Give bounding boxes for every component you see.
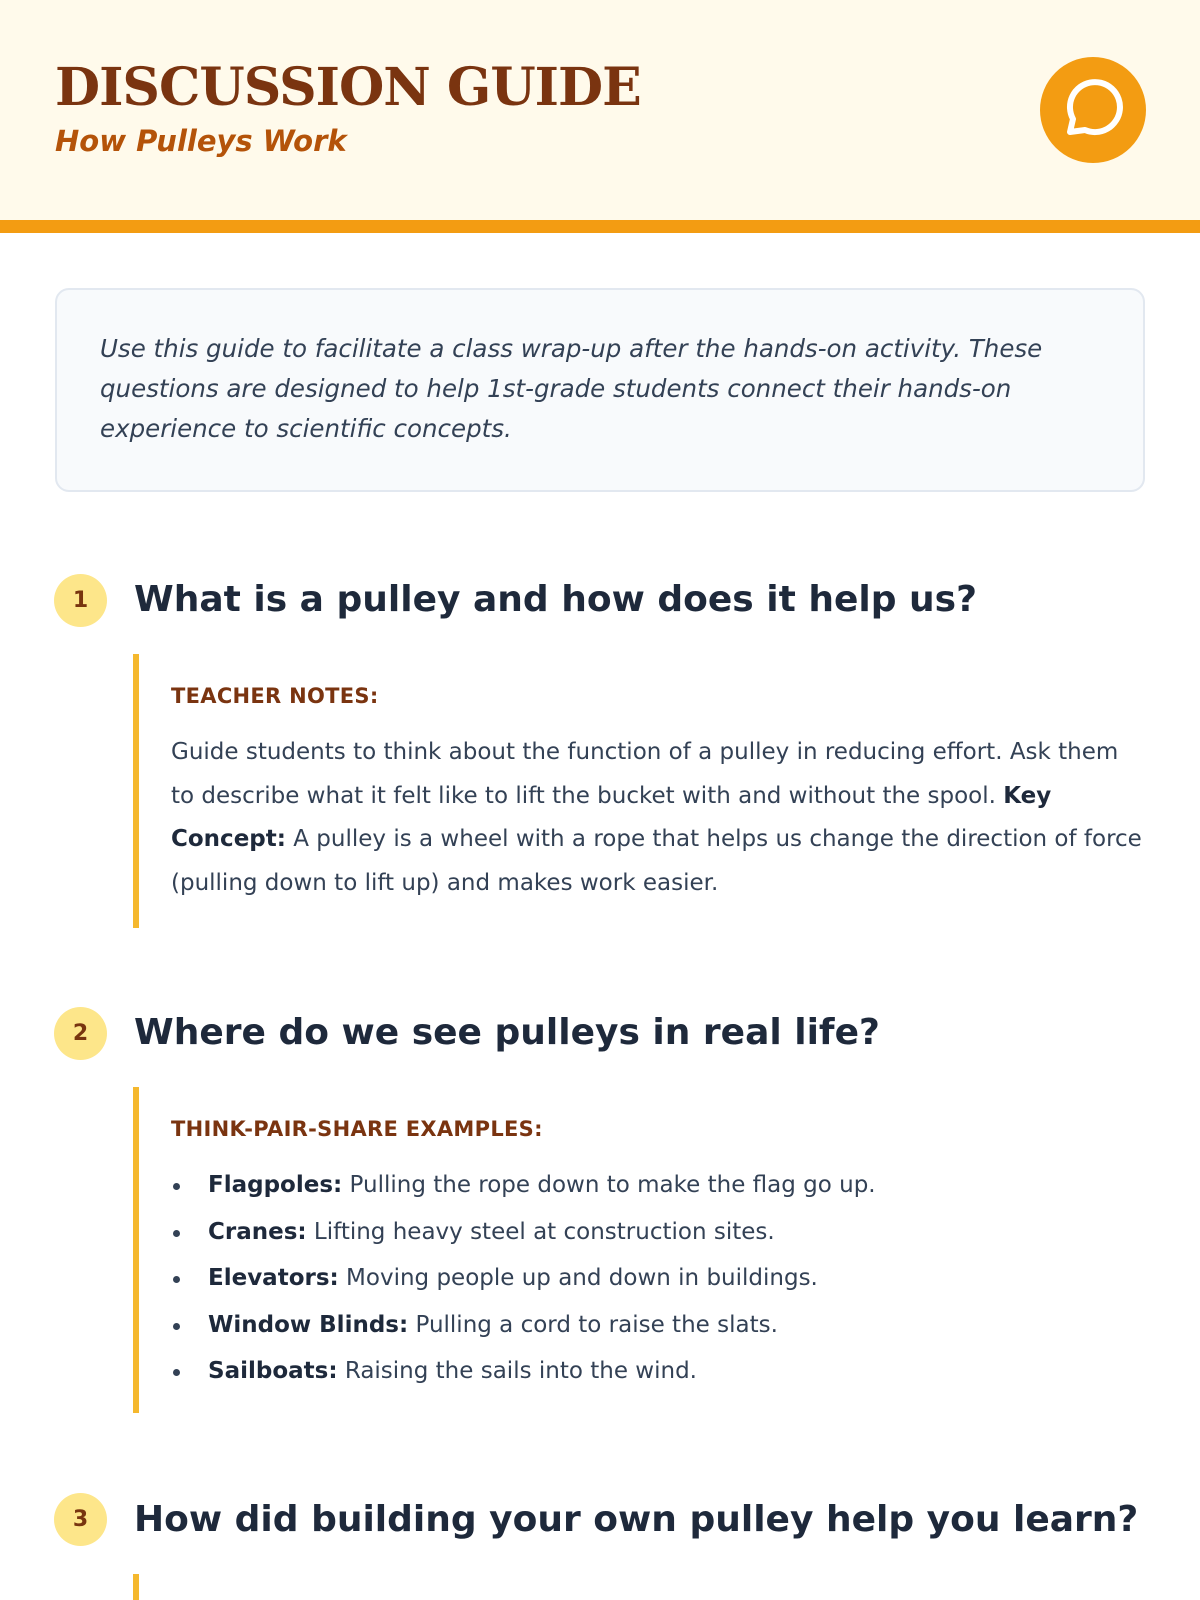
question-title: What is a pulley and how does it help us? xyxy=(134,579,977,620)
page-subtitle: How Pulleys Work xyxy=(55,124,347,158)
teacher-notes xyxy=(133,654,1145,928)
question-title: Where do we see pulleys in real life? xyxy=(134,1012,880,1053)
notes-label: THINK-PAIR-SHARE EXAMPLES: xyxy=(171,1117,543,1141)
notes-text xyxy=(171,731,1145,905)
key-concept-label: Key Concept: xyxy=(171,782,1052,852)
list-item xyxy=(171,1209,1145,1256)
page-title: DISCUSSION GUIDE xyxy=(55,57,641,118)
intro-text: Use this guide to facilitate a class wrap-up after the hands-on activity. These questions are designed to help 1st-grade students connect their hands-on experience to scientific concepts. xyxy=(100,334,1043,443)
key-concept-text: A pulley is a wheel with a rope that helps us change the direction of force (pulling down to lift up) and makes work easier. xyxy=(171,826,1142,896)
list-item xyxy=(171,1348,1145,1395)
example-text: Pulling the rope down to make the flag go up. xyxy=(349,1172,876,1198)
example-text: Pulling a cord to raise the slats. xyxy=(415,1311,778,1338)
example-term: Flagpoles: xyxy=(208,1172,343,1198)
speech-bubble-icon xyxy=(1040,57,1146,163)
example-term: Elevators: xyxy=(208,1265,339,1291)
question-number-badge: 3 xyxy=(54,1493,107,1546)
notes-body: Guide students to think about the function of a pulley in reducing effort. Ask them to describe what it felt like to lift the bucket with and without the spool. xyxy=(171,739,1119,809)
example-term: Window Blinds: xyxy=(208,1311,409,1338)
list-item xyxy=(171,1302,1145,1349)
example-text: Moving people up and down in buildings. xyxy=(346,1265,818,1291)
example-term: Cranes: xyxy=(208,1218,307,1245)
teacher-notes xyxy=(133,1574,1145,1600)
notes-label: TEACHER NOTES: xyxy=(171,684,379,708)
header xyxy=(0,0,1200,233)
question-number-badge: 2 xyxy=(54,1007,107,1060)
think-pair-share-examples xyxy=(133,1087,1145,1413)
examples-list xyxy=(171,1162,1145,1395)
question-title: How did building your own pulley help you learn? xyxy=(134,1499,1139,1540)
list-item xyxy=(171,1162,1145,1209)
example-text: Lifting heavy steel at construction sites. xyxy=(313,1218,775,1245)
example-term: Sailboats: xyxy=(208,1358,338,1384)
list-item xyxy=(171,1255,1145,1302)
example-text: Raising the sails into the wind. xyxy=(344,1358,697,1384)
intro-box xyxy=(55,288,1145,492)
question-number-badge: 1 xyxy=(54,574,107,627)
